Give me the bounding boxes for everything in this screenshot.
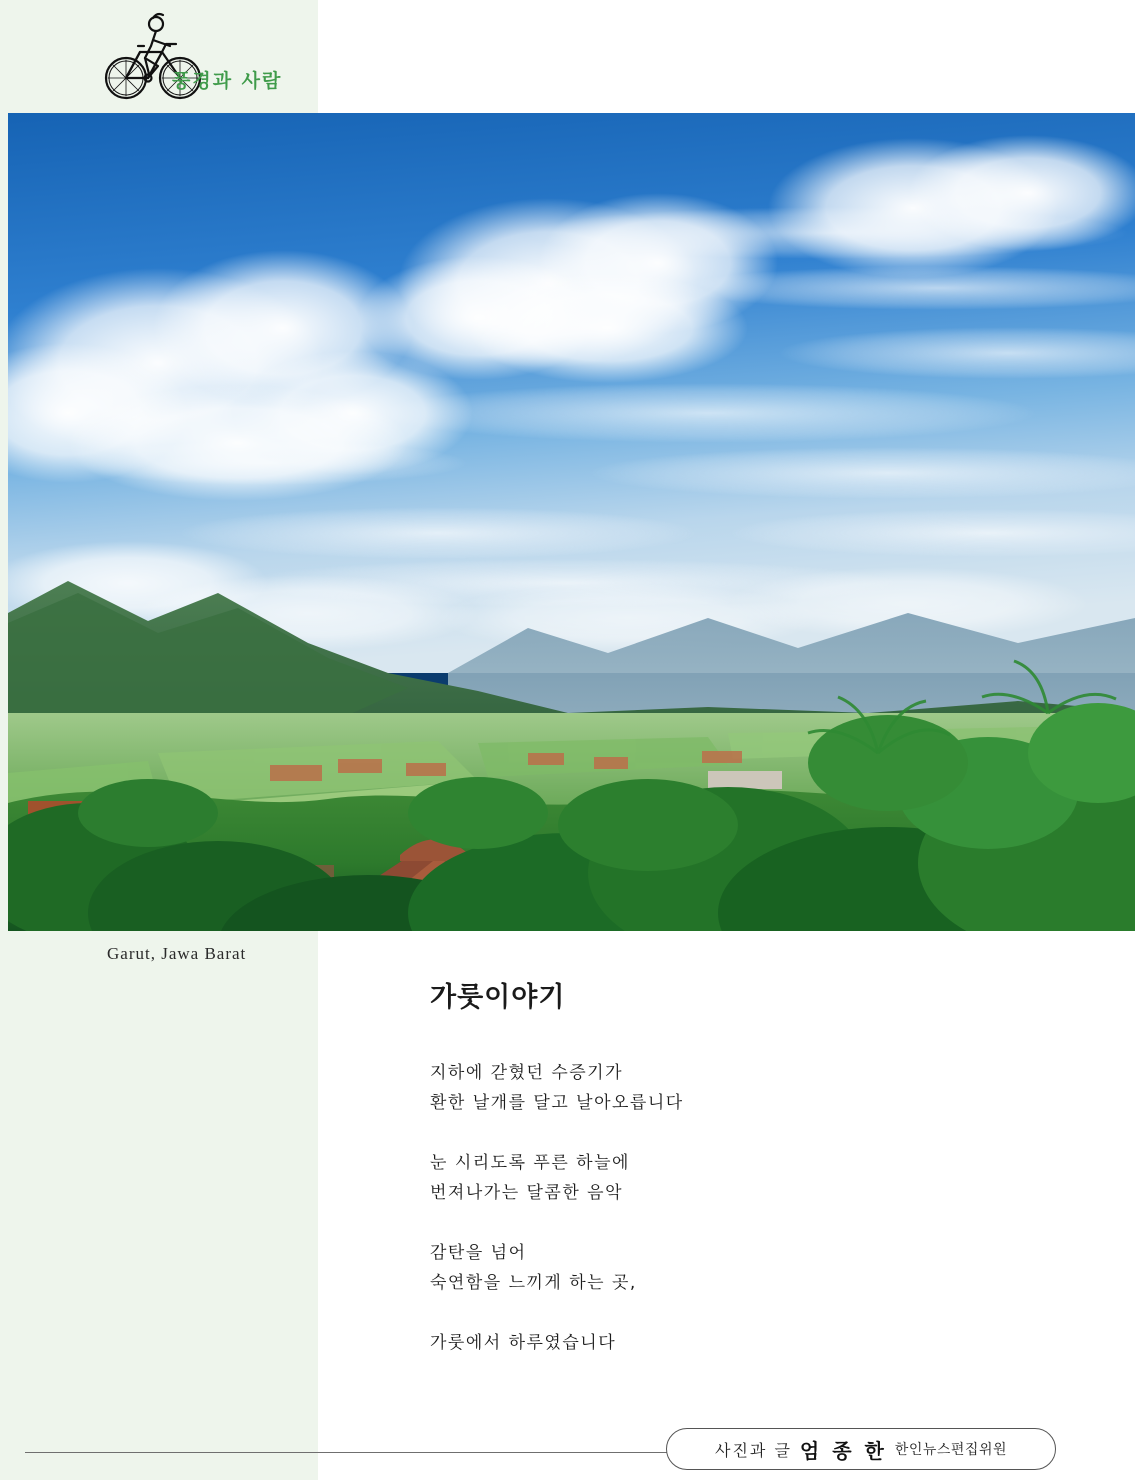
poem-line: 지하에 갇혔던 수증기가 (430, 1063, 624, 1083)
landscape-photo (8, 113, 1135, 931)
poem-line: 숙연함을 느끼게 하는 곳, (430, 1273, 637, 1293)
footer-divider (25, 1452, 685, 1453)
poem-line: 번져나가는 달콤한 음악 (430, 1183, 624, 1203)
poem-title: 가룻이야기 (430, 982, 566, 1013)
poem-stanza (430, 1328, 1030, 1358)
masthead (0, 0, 318, 113)
poem-stanza (430, 1148, 1030, 1208)
poem-line: 환한 날개를 달고 날아오릅니다 (430, 1093, 684, 1113)
byline-role: 한인뉴스편집위원 (894, 1442, 1007, 1458)
poem-line: 감탄을 넘어 (430, 1243, 527, 1263)
byline-label: 사진과 글 (714, 1440, 792, 1460)
masthead-title: 풍경과 사람 (172, 70, 283, 92)
byline-name: 엄 종 한 (799, 1438, 887, 1463)
photo-caption: Garut, Jawa Barat (107, 944, 247, 963)
poem-stanza (430, 1058, 1030, 1118)
poem-stanza (430, 1238, 1030, 1298)
poem-line: 가룻에서 하루였습니다 (430, 1333, 617, 1353)
poem-block (430, 975, 1030, 1388)
poem-line: 눈 시리도록 푸른 하늘에 (430, 1153, 630, 1173)
byline-badge (666, 1428, 1056, 1470)
